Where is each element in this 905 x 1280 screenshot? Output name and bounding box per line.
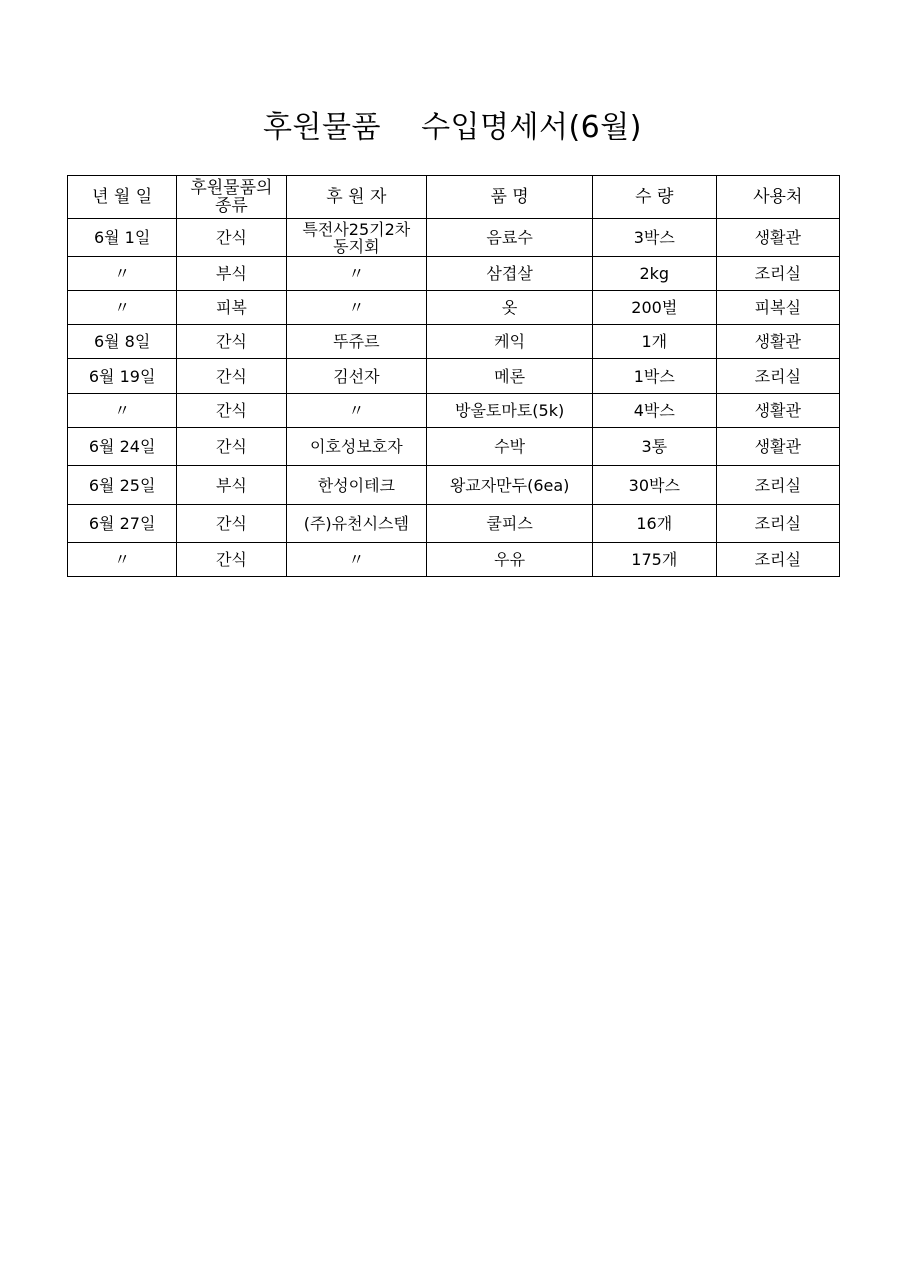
- table-header-row: [68, 176, 840, 219]
- cell-donor: 특전사25기2차 동지회: [286, 219, 427, 257]
- cell-item-type: 피복: [177, 291, 286, 325]
- cell-item-type: 부식: [177, 466, 286, 505]
- cell-donor: 〃: [286, 257, 427, 291]
- cell-usage-place: 조리실: [716, 466, 839, 505]
- cell-item-name: 왕교자만두(6ea): [427, 466, 593, 505]
- cell-item-name: 방울토마토(5k): [427, 394, 593, 428]
- header-usage-place: 사용처: [716, 176, 839, 219]
- cell-donor: 이호성보호자: [286, 428, 427, 466]
- cell-item-name: 우유: [427, 543, 593, 577]
- cell-donor: 한성이테크: [286, 466, 427, 505]
- cell-item-name: 음료수: [427, 219, 593, 257]
- cell-usage-place: 조리실: [716, 359, 839, 394]
- cell-donor: 〃: [286, 291, 427, 325]
- cell-donor: 〃: [286, 394, 427, 428]
- cell-usage-place: 조리실: [716, 543, 839, 577]
- cell-quantity: 4박스: [593, 394, 716, 428]
- cell-quantity: 1개: [593, 325, 716, 359]
- cell-item-name: 케익: [427, 325, 593, 359]
- cell-usage-place: 조리실: [716, 505, 839, 543]
- cell-date: 〃: [68, 394, 177, 428]
- cell-date: 6월 27일: [68, 505, 177, 543]
- table-row: [68, 291, 840, 325]
- header-item-type: 후원물품의 종류: [177, 176, 286, 219]
- cell-item-type: 간식: [177, 543, 286, 577]
- cell-item-type: 간식: [177, 505, 286, 543]
- header-quantity: 수 량: [593, 176, 716, 219]
- cell-item-name: 삼겹살: [427, 257, 593, 291]
- cell-usage-place: 생활관: [716, 219, 839, 257]
- table-row: [68, 257, 840, 291]
- cell-item-type: 간식: [177, 325, 286, 359]
- cell-item-type: 부식: [177, 257, 286, 291]
- cell-date: 6월 19일: [68, 359, 177, 394]
- cell-date: 〃: [68, 543, 177, 577]
- cell-usage-place: 생활관: [716, 428, 839, 466]
- cell-item-name: 메론: [427, 359, 593, 394]
- table-row: [68, 359, 840, 394]
- cell-quantity: 16개: [593, 505, 716, 543]
- cell-usage-place: 피복실: [716, 291, 839, 325]
- cell-donor: 김선자: [286, 359, 427, 394]
- cell-quantity: 175개: [593, 543, 716, 577]
- cell-quantity: 3박스: [593, 219, 716, 257]
- cell-donor: (주)유천시스템: [286, 505, 427, 543]
- document-title: 후원물품 수입명세서(6월): [263, 110, 642, 145]
- cell-date: 6월 24일: [68, 428, 177, 466]
- cell-item-type: 간식: [177, 428, 286, 466]
- table-row: [68, 325, 840, 359]
- cell-date: 6월 8일: [68, 325, 177, 359]
- table-row: [68, 505, 840, 543]
- cell-donor: 〃: [286, 543, 427, 577]
- cell-quantity: 2kg: [593, 257, 716, 291]
- cell-item-type: 간식: [177, 394, 286, 428]
- cell-item-name: 수박: [427, 428, 593, 466]
- header-donor: 후 원 자: [286, 176, 427, 219]
- cell-date: 6월 25일: [68, 466, 177, 505]
- cell-quantity: 30박스: [593, 466, 716, 505]
- table-row: [68, 428, 840, 466]
- table-row: [68, 219, 840, 257]
- cell-date: 6월 1일: [68, 219, 177, 257]
- cell-item-type: 간식: [177, 359, 286, 394]
- cell-item-type: 간식: [177, 219, 286, 257]
- cell-item-name: 옷: [427, 291, 593, 325]
- cell-usage-place: 생활관: [716, 394, 839, 428]
- cell-donor: 뚜쥬르: [286, 325, 427, 359]
- cell-quantity: 3통: [593, 428, 716, 466]
- table-row: [68, 466, 840, 505]
- cell-quantity: 200벌: [593, 291, 716, 325]
- donation-receipt-table: [67, 175, 840, 577]
- header-date: 년 월 일: [68, 176, 177, 219]
- header-item-name: 품 명: [427, 176, 593, 219]
- cell-quantity: 1박스: [593, 359, 716, 394]
- table-row: [68, 394, 840, 428]
- cell-date: 〃: [68, 291, 177, 325]
- cell-item-name: 쿨피스: [427, 505, 593, 543]
- cell-usage-place: 생활관: [716, 325, 839, 359]
- table-row: [68, 543, 840, 577]
- cell-date: 〃: [68, 257, 177, 291]
- cell-usage-place: 조리실: [716, 257, 839, 291]
